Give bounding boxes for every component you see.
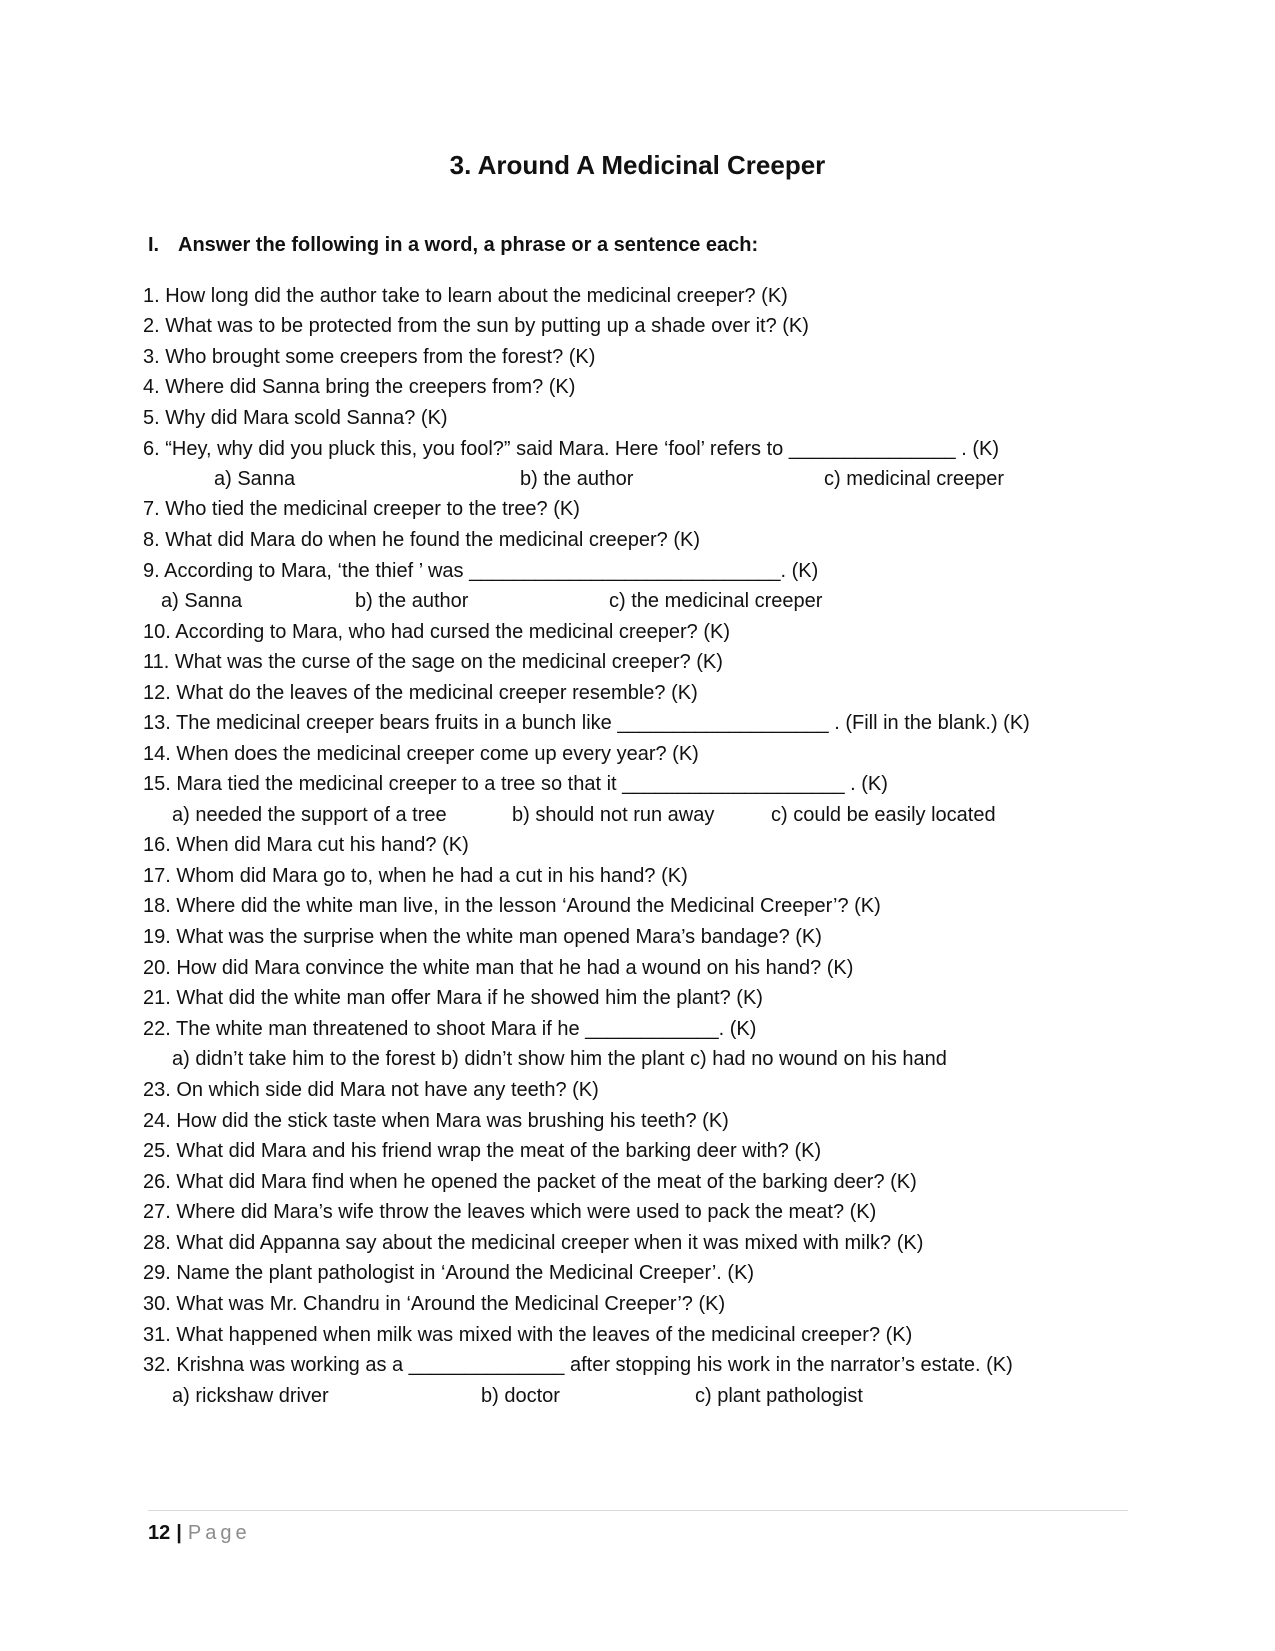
option-c: c) plant pathologist	[695, 1385, 863, 1407]
page-label: Page	[187, 1522, 251, 1544]
question-line: 19. What was the surprise when the white man opened Mara’s bandage? (K)	[143, 926, 822, 948]
option-a: a) rickshaw driver	[172, 1385, 329, 1407]
section-number: I.	[148, 234, 160, 256]
question-line: 30. What was Mr. Chandru in ‘Around the Medicinal Creeper’? (K)	[143, 1293, 726, 1315]
question-line: 16. When did Mara cut his hand? (K)	[143, 834, 469, 856]
option-b: b) the author	[520, 468, 634, 490]
question-line: 31. What happened when milk was mixed with the leaves of the medicinal creeper? (K)	[143, 1324, 913, 1346]
question-line: 6. “Hey, why did you pluck this, you fool?” said Mara. Here ‘fool’ refers to _______________ . (K)	[143, 438, 1000, 460]
question-line: 8. What did Mara do when he found the medicinal creeper? (K)	[143, 529, 700, 551]
section-heading	[148, 234, 758, 257]
question-line: 32. Krishna was working as a ______________ after stopping his work in the narrator’s estate. (K)	[143, 1354, 1013, 1376]
question-line: 13. The medicinal creeper bears fruits in a bunch like ___________________ . (Fill in the blank.) (K)	[143, 712, 1030, 734]
option-a: a) Sanna	[214, 468, 296, 490]
question-line: 26. What did Mara find when he opened the packet of the meat of the barking deer? (K)	[143, 1171, 917, 1193]
option-a: a) needed the support of a tree	[172, 804, 447, 826]
question-line: 11. What was the curse of the sage on the medicinal creeper? (K)	[143, 651, 723, 673]
option-b: b) doctor	[481, 1385, 560, 1407]
option-b: b) the author	[355, 590, 469, 612]
question-line: 12. What do the leaves of the medicinal creeper resemble? (K)	[143, 682, 698, 704]
footer-separator: |	[176, 1522, 182, 1544]
question-line: 27. Where did Mara’s wife throw the leaves which were used to pack the meat? (K)	[143, 1201, 877, 1223]
section-instruction: Answer the following in a word, a phrase or a sentence each:	[178, 234, 759, 256]
question-line: 23. On which side did Mara not have any teeth? (K)	[143, 1079, 599, 1101]
page-number: 12	[148, 1522, 171, 1544]
question-line: 28. What did Appanna say about the medicinal creeper when it was mixed with milk? (K)	[143, 1232, 924, 1254]
question-line: 22. The white man threatened to shoot Mara if he ____________. (K)	[143, 1018, 757, 1040]
question-line: 25. What did Mara and his friend wrap the meat of the barking deer with? (K)	[143, 1140, 822, 1162]
question-line: 3. Who brought some creepers from the forest? (K)	[143, 346, 596, 368]
option-row: a) didn’t take him to the forest b) didn’t show him the plant c) had no wound on his hand	[172, 1048, 947, 1070]
question-line: 4. Where did Sanna bring the creepers from? (K)	[143, 376, 576, 398]
question-line: 1. How long did the author take to learn about the medicinal creeper? (K)	[143, 285, 788, 307]
option-b: b) should not run away	[512, 804, 715, 826]
question-line: 24. How did the stick taste when Mara was brushing his teeth? (K)	[143, 1110, 729, 1132]
question-line: 5. Why did Mara scold Sanna? (K)	[143, 407, 448, 429]
question-line: 18. Where did the white man live, in the lesson ‘Around the Medicinal Creeper’? (K)	[143, 895, 881, 917]
question-line: 20. How did Mara convince the white man that he had a wound on his hand? (K)	[143, 957, 854, 979]
question-line: 7. Who tied the medicinal creeper to the tree? (K)	[143, 498, 580, 520]
option-c: c) medicinal creeper	[824, 468, 1005, 490]
question-line: 14. When does the medicinal creeper come up every year? (K)	[143, 743, 699, 765]
question-line: 15. Mara tied the medicinal creeper to a tree so that it ____________________ . (K)	[143, 773, 888, 795]
question-line: 17. Whom did Mara go to, when he had a cut in his hand? (K)	[143, 865, 688, 887]
option-c: c) could be easily located	[771, 804, 996, 826]
question-line: 29. Name the plant pathologist in ‘Around the Medicinal Creeper’. (K)	[143, 1262, 755, 1284]
option-a: a) Sanna	[161, 590, 243, 612]
question-line: 2. What was to be protected from the sun by putting up a shade over it? (K)	[143, 315, 809, 337]
question-line: 9. According to Mara, ‘the thief ’ was ____________________________. (K)	[143, 560, 819, 582]
page-title: 3. Around A Medicinal Creeper	[449, 150, 826, 180]
page-footer	[148, 1522, 251, 1545]
option-c: c) the medicinal creeper	[609, 590, 823, 612]
question-line: 10. According to Mara, who had cursed the medicinal creeper? (K)	[143, 621, 730, 643]
footer-divider	[148, 1510, 1128, 1511]
question-line: 21. What did the white man offer Mara if he showed him the plant? (K)	[143, 987, 763, 1009]
